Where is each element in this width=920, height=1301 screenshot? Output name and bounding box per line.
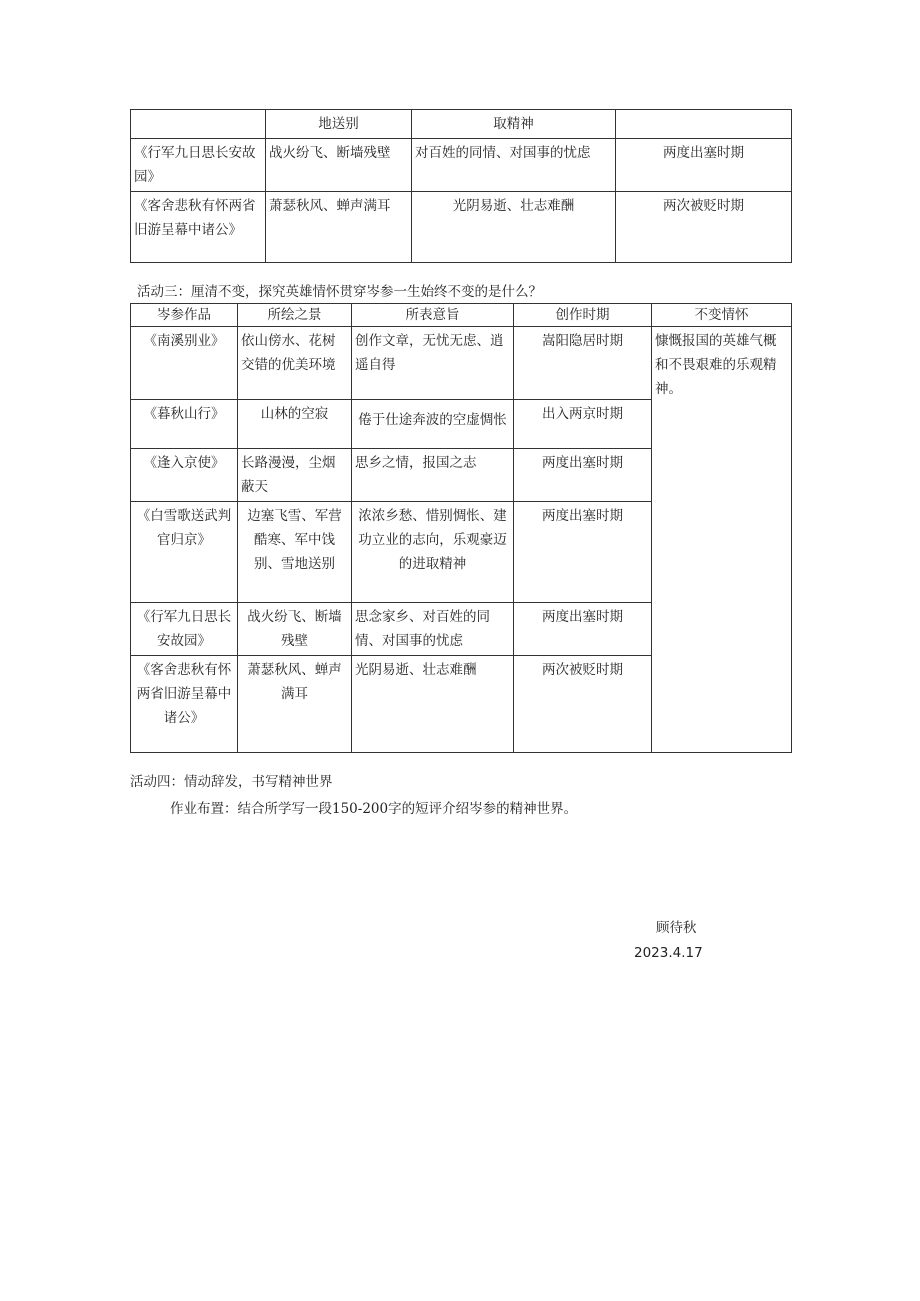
table-header-row	[131, 304, 792, 327]
cell-constant-sentiment: 慷慨报国的英雄气概和不畏艰难的乐观精神。	[652, 327, 792, 753]
cell-period: 两度出塞时期	[616, 139, 792, 192]
header-cell: 岑参作品	[131, 304, 238, 327]
cell-work: 《行军九日思长安故园》	[131, 139, 266, 192]
table-cen-shen-works	[130, 303, 792, 753]
cell-meaning: 光阴易逝、壮志难酬	[412, 192, 616, 263]
date: 2023.4.17	[634, 945, 703, 961]
header-cell: 取精神	[412, 110, 616, 139]
cell-period: 两度出塞时期	[514, 502, 652, 603]
table-row	[131, 139, 792, 192]
cell-scene: 战火纷飞、断墙残壁	[266, 139, 412, 192]
cell-scene: 战火纷飞、断墙残壁	[238, 603, 352, 656]
cell-work: 《暮秋山行》	[131, 400, 238, 449]
cell-period: 两次被贬时期	[514, 656, 652, 753]
header-cell: 创作时期	[514, 304, 652, 327]
cell-work: 《行军九日思长安故园》	[131, 603, 238, 656]
activity-three-heading: 活动三：厘清不变，探究英雄情怀贯穿岑参一生始终不变的是什么？	[137, 284, 542, 300]
cell-scene: 山林的空寂	[238, 400, 352, 449]
cell-meaning: 浓浓乡愁、惜别惆怅、建功立业的志向，乐观豪迈的进取精神	[352, 502, 514, 603]
cell-period: 两度出塞时期	[514, 449, 652, 502]
cell-meaning: 光阴易逝、壮志难酬	[352, 656, 514, 753]
cell-work: 《白雪歌送武判官归京》	[131, 502, 238, 603]
author-name: 顾待秋	[656, 920, 697, 936]
header-cell	[131, 110, 266, 139]
header-cell	[616, 110, 792, 139]
cell-work: 《逢入京使》	[131, 449, 238, 502]
header-cell: 所绘之景	[238, 304, 352, 327]
cell-meaning: 思乡之情，报国之志	[352, 449, 514, 502]
table-row	[131, 192, 792, 263]
cell-period: 两度出塞时期	[514, 603, 652, 656]
cell-scene: 萧瑟秋风、蝉声满耳	[266, 192, 412, 263]
header-cell: 所表意旨	[352, 304, 514, 327]
cell-scene: 萧瑟秋风、蝉声满耳	[238, 656, 352, 753]
cell-scene: 边塞飞雪、军营酷寒、军中饯别、雪地送别	[238, 502, 352, 603]
cell-meaning: 倦于仕途奔波的空虚惆怅	[352, 400, 514, 449]
cell-work: 《客舍悲秋有怀两省旧游呈幕中诸公》	[131, 656, 238, 753]
cell-scene: 长路漫漫，尘烟蔽天	[238, 449, 352, 502]
table-spirit-summary	[130, 109, 792, 263]
header-cell: 地送别	[266, 110, 412, 139]
cell-work: 《南溪别业》	[131, 327, 238, 400]
cell-work: 《客舍悲秋有怀两省旧游呈幕中诸公》	[131, 192, 266, 263]
cell-meaning: 创作文章，无忧无虑、逍遥自得	[352, 327, 514, 400]
cell-meaning: 思念家乡、对百姓的同情、对国事的忧虑	[352, 603, 514, 656]
cell-period: 出入两京时期	[514, 400, 652, 449]
cell-scene: 依山傍水、花树交错的优美环境	[238, 327, 352, 400]
cell-meaning: 对百姓的同情、对国事的忧虑	[412, 139, 616, 192]
homework-assignment: 作业布置：结合所学写一段150-200字的短评介绍岑参的精神世界。	[170, 801, 578, 817]
activity-four-heading: 活动四：情动辞发，书写精神世界	[130, 774, 333, 790]
table-header-row	[131, 110, 792, 139]
cell-period: 两次被贬时期	[616, 192, 792, 263]
table-row	[131, 327, 792, 400]
header-cell: 不变情怀	[652, 304, 792, 327]
cell-period: 嵩阳隐居时期	[514, 327, 652, 400]
